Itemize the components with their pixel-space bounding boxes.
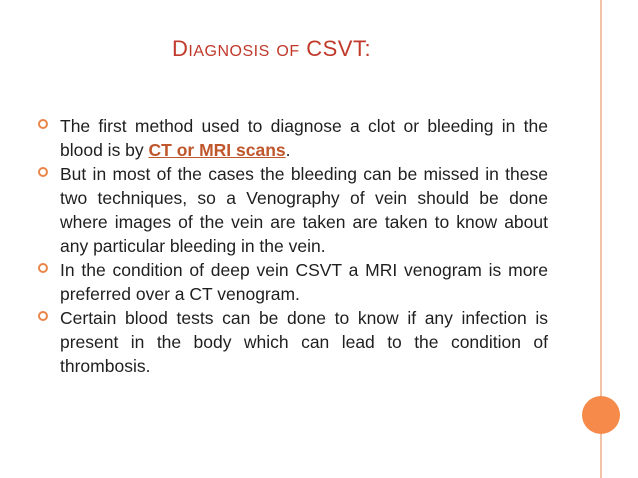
bullet-item-2: [38, 162, 548, 258]
title-d-rest: IAGNOSIS: [188, 43, 270, 60]
bullet-circle-icon: [38, 167, 48, 177]
bullet-text: Certain blood tests can be done to know if any infection is present in the body which can lead to the condition of thrombosis.: [60, 308, 548, 376]
ct-mri-link[interactable]: CT or MRI scans: [148, 140, 286, 160]
title-csvt: CSVT:: [306, 36, 372, 61]
bullet-circle-icon: [38, 119, 48, 129]
bullet-text: In the condition of deep vein CSVT a MRI venogram is more preferred over a CT venogram.: [60, 260, 548, 304]
bullet-text: But in most of the cases the bleeding can be missed in these two techniques, so a Venography of vein should be done where images of the vein are taken are taken to know about any particular bleeding in the vein.: [60, 164, 548, 256]
bullet-item-4: [38, 306, 548, 378]
bullet-text: The first method used to diagnose a clot or bleeding in the blood is by: [60, 116, 548, 160]
bullet-item-1: [38, 114, 548, 162]
bullet-list: [38, 114, 548, 378]
title-d-cap: D: [172, 36, 189, 61]
bullet-circle-icon: [38, 263, 48, 273]
slide-title: [172, 36, 371, 62]
bullet-text-end: .: [285, 140, 291, 160]
bullet-circle-icon: [38, 311, 48, 321]
orange-circle-decoration: [582, 396, 620, 434]
bullet-item-3: [38, 258, 548, 306]
title-of: OF: [276, 43, 300, 60]
